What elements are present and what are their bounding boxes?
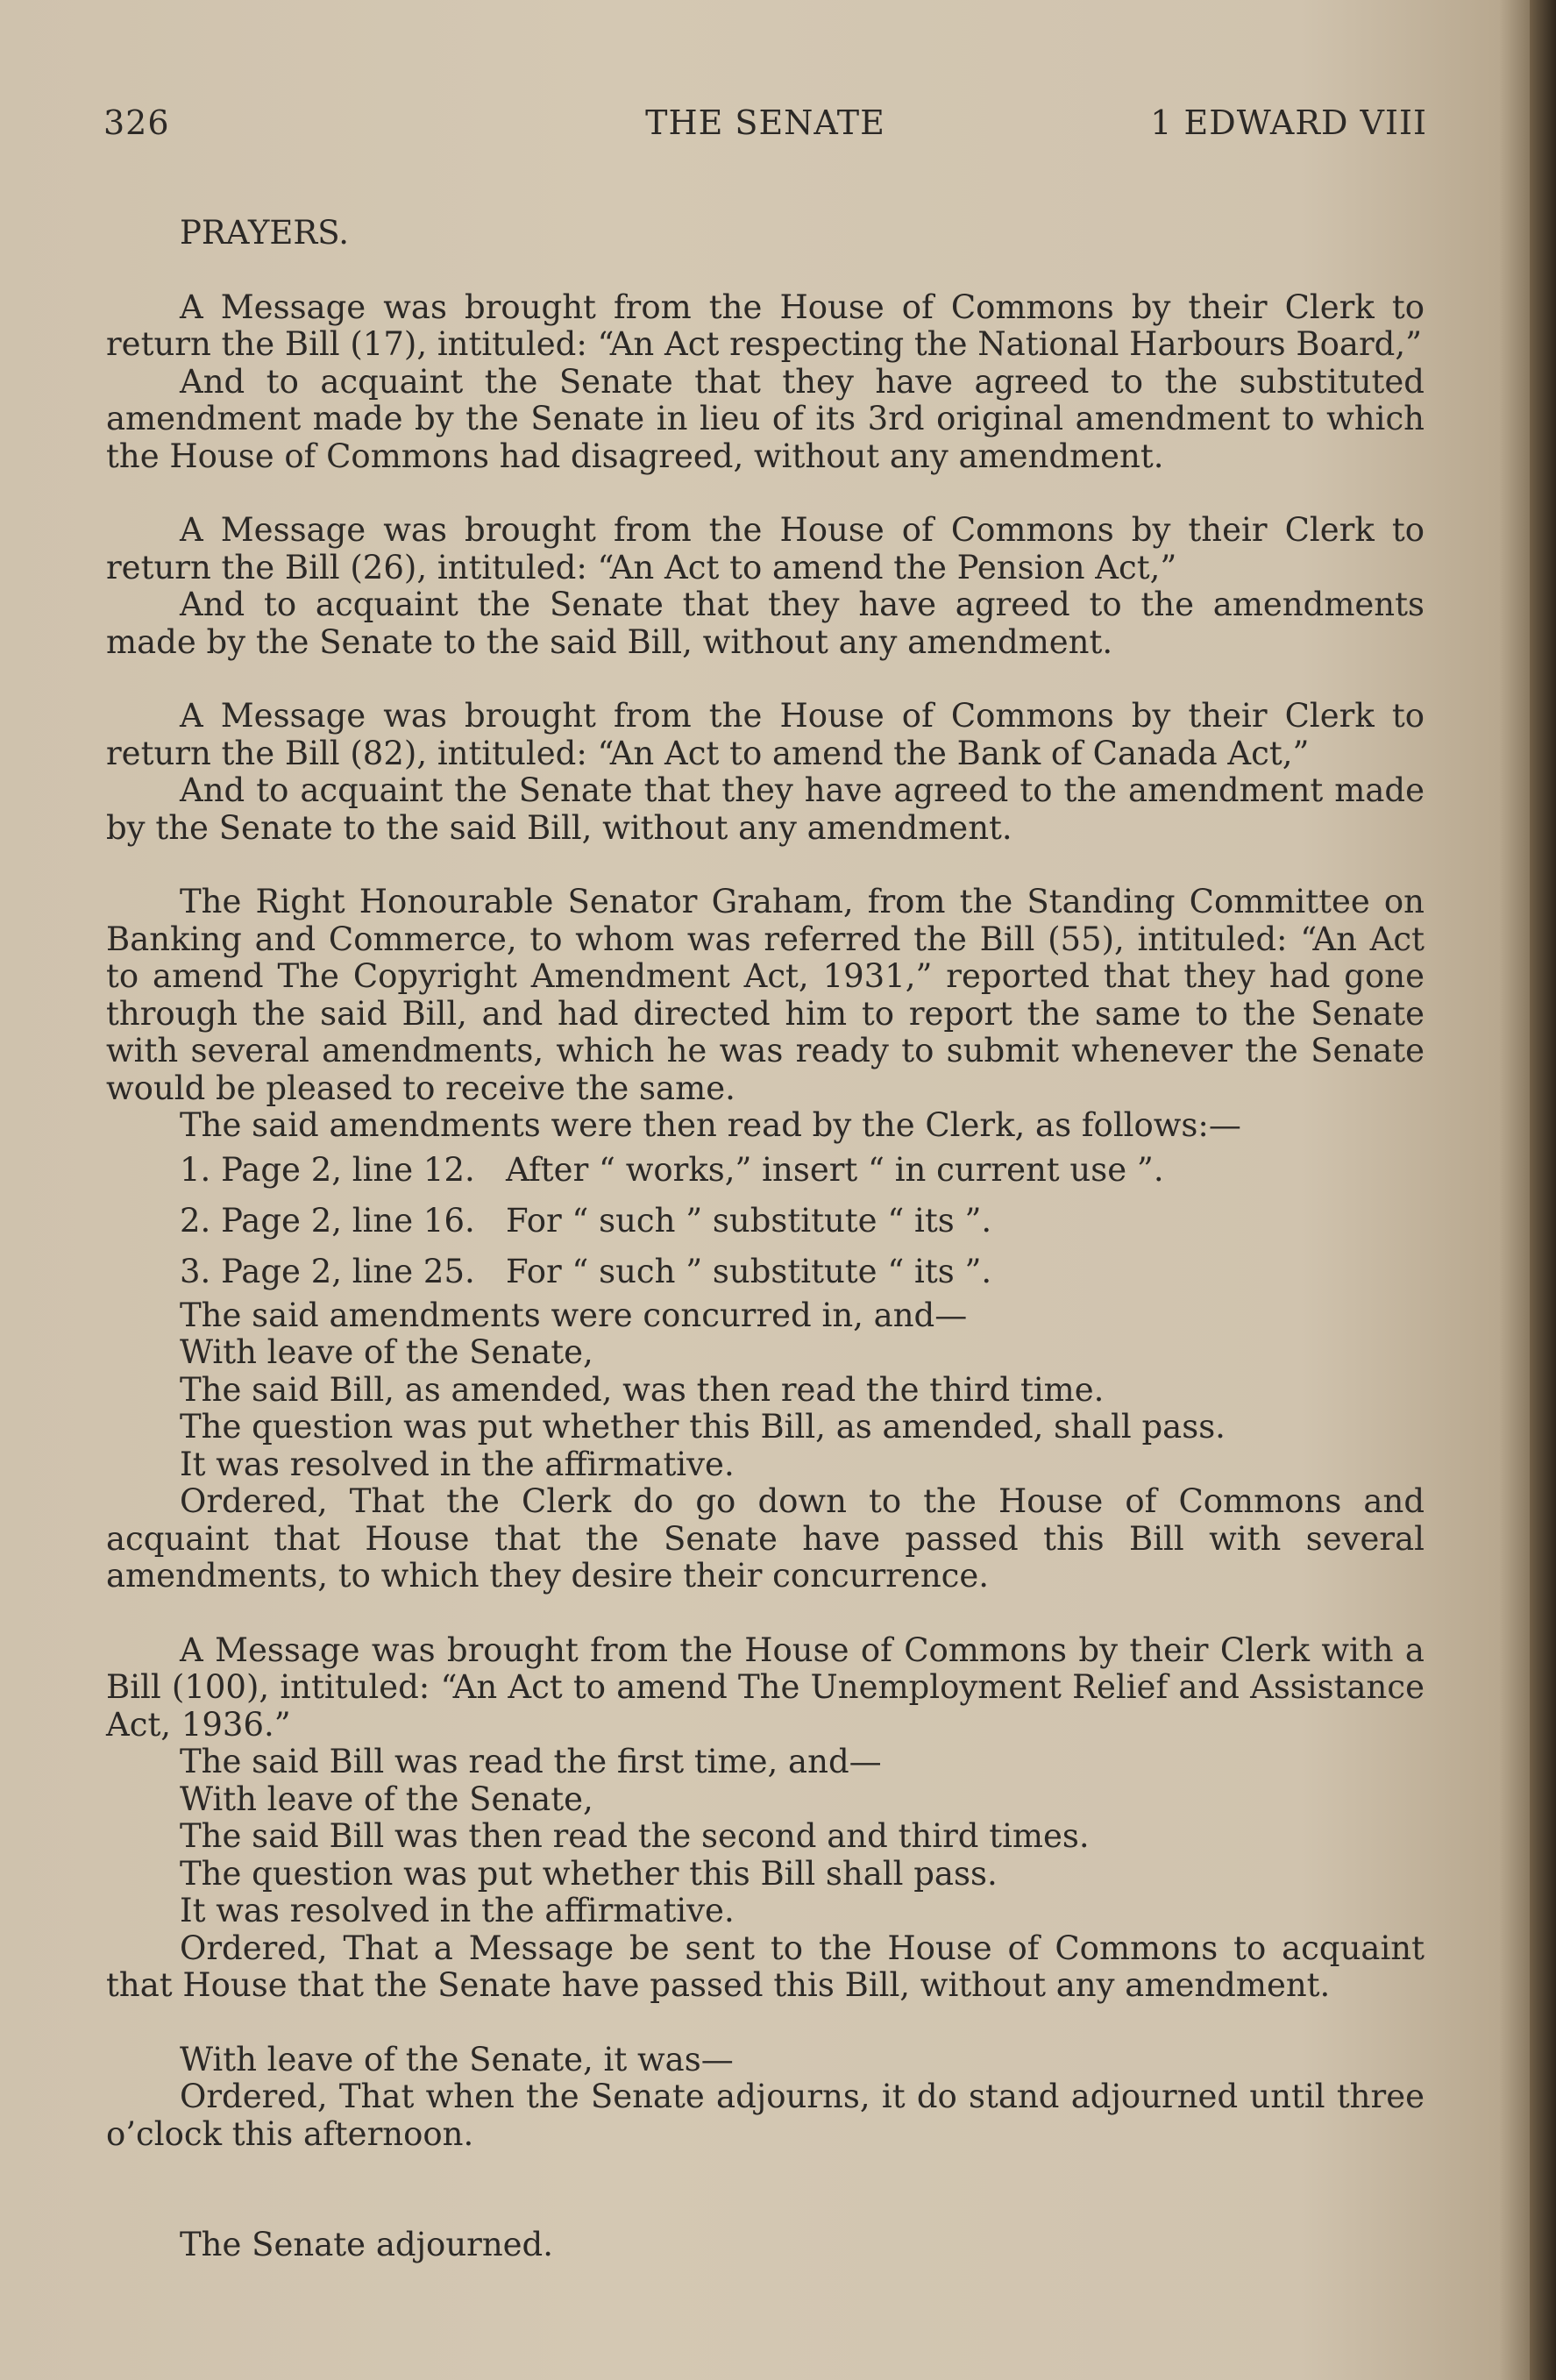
prayers-heading: PRAYERS.: [180, 214, 350, 252]
report-order: Ordered, That the Clerk do go down to the House of Commons and acquaint that House that the Senate have passed this Bill with several amendments, to which they desire their concurrence.: [106, 1482, 1425, 1595]
adjourn-leave: With leave of the Senate, it was—: [180, 2040, 734, 2078]
proceeding-line: The said Bill was read the first time, and—: [180, 1743, 882, 1780]
amendment-item: 1. Page 2, line 12. After “ works,” insert “ in current use ”.: [180, 1150, 1164, 1189]
adjourn-order: Ordered, That when the Senate adjourns, it do stand adjourned until three o’clock this afternoon.: [106, 2078, 1425, 2153]
amendment-item: 3. Page 2, line 25. For “ such ” substitute “ its ”.: [180, 1252, 992, 1290]
header-session: 1 EDWARD VIII: [1150, 103, 1427, 142]
page-number: 326: [103, 103, 170, 142]
proceeding-line: The said Bill, as amended, was then read the third time.: [180, 1370, 1105, 1409]
message2-acquaint: And to acquaint the Senate that they have agreed to the amendments made by the Senate to the said Bill, without any amendment.: [106, 586, 1425, 661]
proceeding-line: With leave of the Senate,: [180, 1780, 593, 1818]
proceeding-line: The said amendments were concurred in, and—: [180, 1296, 968, 1334]
message2-text: A Message was brought from the House of Commons by their Clerk to return the Bill (26), intituled: “An Act to amend the Pension Act,”: [106, 511, 1425, 586]
proceeding-line: With leave of the Senate,: [180, 1333, 593, 1371]
message3-acquaint: And to acquaint the Senate that they have agreed to the amendment made by the Senate to the said Bill, without any amendment.: [106, 771, 1425, 847]
running-header: [103, 103, 1427, 147]
senate-adjourned: The Senate adjourned.: [180, 2226, 554, 2263]
message4-order: Ordered, That a Message be sent to the House of Commons to acquaint that House that the Senate have passed this Bill, without any amendment.: [106, 1929, 1425, 2004]
proceeding-line: It was resolved in the affirmative.: [180, 1445, 735, 1483]
amendment-item: 2. Page 2, line 16. For “ such ” substitute “ its ”.: [180, 1201, 992, 1240]
header-title: THE SENATE: [645, 103, 885, 142]
message3-text: A Message was brought from the House of Commons by their Clerk to return the Bill (82), intituled: “An Act to amend the Bank of Canada Act,”: [106, 697, 1425, 772]
committee-report: The Right Honourable Senator Graham, from the Standing Committee on Banking and Commerce, to whom was referred the Bill (55), intituled: “An Act to amend The Copyright Amendment Act, 1931,” reported that they had gone through the said Bill, and had directed him to report the same to the Senate with several amendments, which he was ready to submit whenever the Senate would be pleased to receive the same.: [106, 883, 1425, 1107]
message1-text: A Message was brought from the House of Commons by their Clerk to return the Bill (17), intituled: “An Act respecting the National Harbours Board,”: [106, 288, 1425, 363]
proceeding-line: The said Bill was then read the second and third times.: [180, 1817, 1090, 1855]
proceeding-line: The question was put whether this Bill, as amended, shall pass.: [180, 1408, 1226, 1446]
proceeding-line: It was resolved in the affirmative.: [180, 1892, 735, 1929]
journal-body: [106, 215, 1425, 2264]
message4-text: A Message was brought from the House of Commons by their Clerk with a Bill (100), intituled: “An Act to amend The Unemployment Relief and Assistance Act, 1936.”: [106, 1630, 1425, 1744]
amendments-intro: The said amendments were then read by the Clerk, as follows:—: [180, 1106, 1241, 1144]
proceeding-line: The question was put whether this Bill shall pass.: [180, 1854, 998, 1893]
page-edge: [1530, 0, 1556, 2380]
message1-acquaint: And to acquaint the Senate that they have agreed to the substituted amendment made by the Senate in lieu of its 3rd original amendment to which the House of Commons had disagreed, without any amendment.: [106, 362, 1425, 475]
